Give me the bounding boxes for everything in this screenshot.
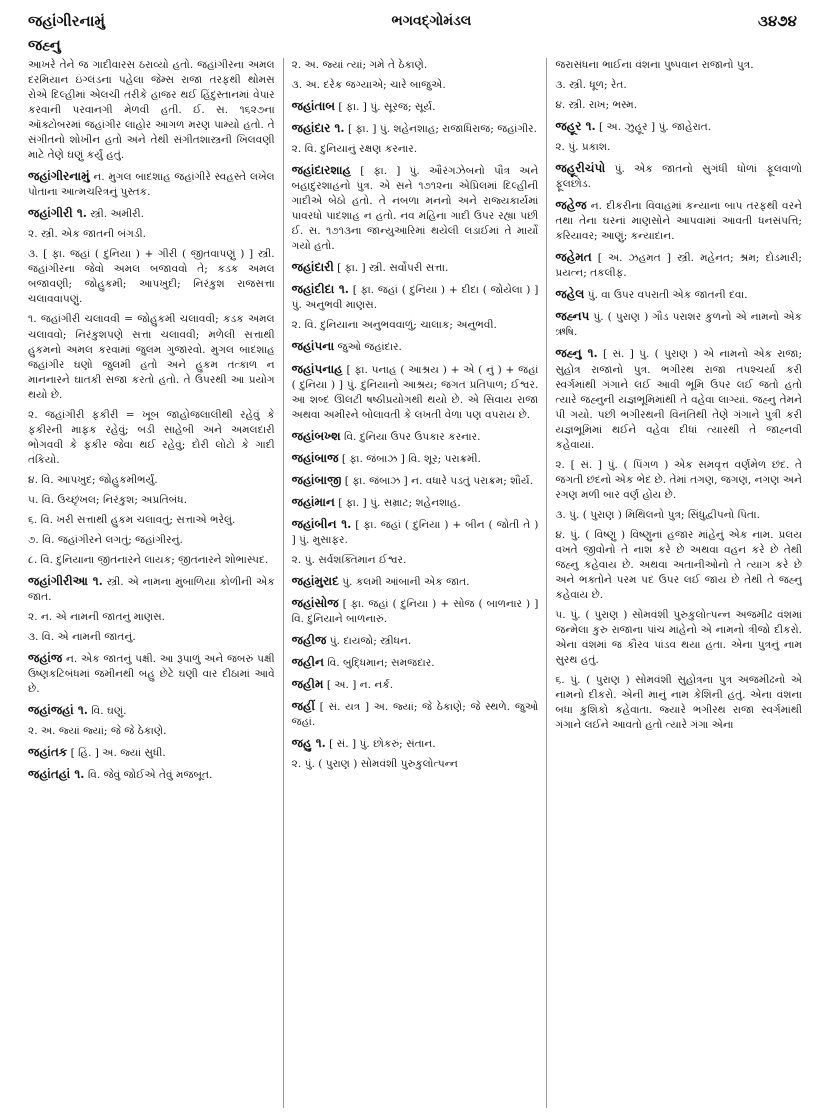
definition-text: ૬. વિ. ખરી સત્તાથી હુકમ ચલાવતું; સત્તાએ ભરેલું. [28, 513, 236, 526]
dictionary-entry [28, 513, 275, 528]
headword: જહાંમાન [291, 494, 335, 509]
definition-text: ૮. વિ. દુનિયાના જીતનારને લાયક; જીતનારને શોભાસ્પદ. [28, 553, 269, 566]
dictionary-entry [292, 553, 539, 568]
headword: જહીં [291, 699, 315, 714]
definition-text: વિ. ઘણું. [91, 705, 127, 718]
dictionary-entry [28, 58, 275, 163]
page-header [28, 6, 797, 36]
definition-text: આખરે તેને જ ગાદીવારસ ઠરાવ્યો હતો. જહાંગીરના અમલ દરમિયાન ઇંગ્લંડના પહેલા જેમ્સ રાજા તરફથી થોમસ રોએ દિલ્હીમાં એલચી તરીકે હાજર થઈ હિંદુસ્તાનમાં વેપાર કરવાની પરવાનગી મેળવી હતી. ઈ. સ. ૧૬૨૭ના ઑક્ટોબરમાં જહાંગીર લાહોર આગળ મરણ પામ્યો હતો. તે સંગીતનો શોખીન હતો અને તેથી સંગીતશાસ્ત્રની ખિલવણી માટે તેણે ઘણું કર્યું હતું. [28, 59, 275, 162]
dictionary-entry [292, 318, 539, 333]
headword: જહાંજહાં ૧. [28, 703, 88, 718]
headword: જહૂરીચંપો [555, 161, 606, 176]
dictionary-entry [292, 494, 539, 511]
headword: જહ્નપ [555, 309, 590, 324]
definition-text: [ સં. ] પું. છોકરું; સંતાન. [329, 738, 436, 751]
headword: જહ્નુ ૧. [555, 346, 598, 361]
headword: જહાંમુરાદ [291, 573, 339, 588]
dictionary-entry [292, 78, 539, 93]
dictionary-entry [292, 654, 539, 671]
dictionary-entry [28, 573, 275, 605]
dictionary-entry [28, 553, 275, 568]
headword: જહેલ [555, 287, 585, 302]
definition-text: જુઓ જહાંદાર. [337, 341, 402, 354]
dictionary-entry [28, 744, 275, 761]
dictionary-columns [28, 58, 802, 1108]
definition-text: ન. મુગલ બાદશાહ જહાંગીરે સ્વહસ્તે લખેલ પોતાના આત્મચરિત્રનું પુસ્તક. [28, 171, 275, 199]
dictionary-entry [28, 312, 275, 402]
dictionary-entry [292, 573, 539, 590]
dictionary-entry [292, 281, 539, 313]
dictionary-entry [28, 610, 275, 625]
headword: જહીમ [291, 677, 324, 691]
definition-text: [ અ. ઝુહૂર ] પું. જાહેરાત. [599, 121, 712, 134]
dictionary-entry [28, 533, 275, 548]
headword: જહાંતહાં ૧. [28, 767, 85, 782]
dictionary-entry [28, 247, 275, 307]
page-number: ૩૪૭૪ [757, 12, 797, 30]
dictionary-entry [292, 632, 539, 649]
headword: જહાંગીરીઆ ૧. [28, 573, 103, 588]
definition-text: [ ફા. જહાં ( દુનિયા ) + સોજ ( બાળનાર ) ] વિ. દુનિયાને બાળનારું. [291, 597, 539, 625]
headword: જહાંદીદા ૧. [291, 282, 349, 297]
definition-text: પું. વા ઉપર વપરાતી એક જાતની દવા. [587, 289, 748, 302]
definition-text: ૨. સ્ત્રી. એક જાતની બંગડી. [28, 228, 147, 241]
definition-text: ૪. સ્ત્રી. રાખ; ભસ્મ. [555, 99, 638, 112]
dictionary-entry [555, 528, 802, 603]
dictionary-entry [292, 757, 539, 772]
dictionary-entry [292, 98, 539, 115]
dictionary-entry [555, 58, 802, 73]
definition-text: જરાસંધના ભાઈના વંશના પુષ્પવાન રાજાનો પુત્ર. [555, 59, 754, 71]
headword: જહાંપના [291, 339, 335, 354]
headword: જહાંજ [28, 651, 63, 666]
dictionary-entry [292, 361, 539, 423]
definition-text: ૩. વિ. એ નામની જાતનું. [28, 631, 136, 644]
definition-text: ૪. પું. ( વિષ્ણુ ) વિષ્ણુનાં હજાર માંહેનું એક નામ. પ્રલય વખતે જીવોનો તે નાશ કરે છે અથવા વહન કરે છે તેથી જહ્નુ કહેવાય છે. અથવા અતાનીઓનો તે ત્યાગ કરે છે અને ભક્તોને પરમ પદ ઉપર લઈ જાય છે તેથી તે જહ્નુ કહેવાય છે. [555, 528, 803, 601]
dictionary-entry [555, 98, 802, 113]
definition-text: [ ફા. ] સ્ત્રી. સર્વોપરી સત્તા. [337, 262, 449, 275]
headword: જહાંબાજ [291, 450, 339, 465]
definition-text: ૨. ન. એ નામની જાતનું માણસ. [28, 611, 166, 623]
dictionary-entry [28, 493, 275, 508]
dictionary-entry [555, 345, 802, 452]
dictionary-entry [28, 227, 275, 242]
column-2 [283, 58, 539, 1108]
headword: જહાંગીરી ૧. [28, 206, 87, 221]
dictionary-entry [555, 78, 802, 93]
headword: જહાંબાજી [291, 472, 342, 487]
definition-text: વિ. દુનિયા ઉપર ઉપકાર કરનાર. [344, 430, 481, 443]
dictionary-entry [28, 650, 275, 697]
headword: જહીન [291, 654, 324, 669]
dictionary-entry [292, 450, 539, 467]
dictionary-entry [292, 338, 539, 355]
definition-text: ૪. વિ. આપખુદ; જોહુકમીભર્યું. [28, 473, 158, 486]
definition-text: [ અ. ] ન. નર્ક. [326, 679, 394, 691]
definition-text: [ ફા. પનાહ ( આશ્રય ) + એ ( નું ) + જહાં ( દુનિયા ) ] પું. દુનિયાનો આશ્રય; જગત પ્રતિપાળ; ઈશ્વર. આ શબ્દ ઊલટી ષષ્ઠીપ્રયોગથી થયો છે. એ સિવાય રાજા અથવા અમીરને બોલાવતી કે લખતી વેળા પણ વપરાય છે. [291, 363, 539, 421]
headword: જહેજ [555, 198, 587, 213]
dictionary-entry [28, 766, 275, 783]
definition-text: ૫. પું. ( પુરાણ ) સોમવંશી પુરુકુલોત્પન્ન અજમીઢ વંશમાં જન્મેલા કુરુ રાજાના પાંચ માંહેનો એ નામનો ત્રીજો દીકરો. એના વંશમાં જ કૌરવ પાંડવ થયા હતા. એના પુત્રનું નામ સુરથ હતું. [555, 608, 803, 667]
headword: જહીજ [291, 632, 327, 647]
dictionary-entry [555, 508, 802, 523]
definition-text: [ ફા. જહાં ( દુનિયા ) + બીન ( જોતી તે ) ] પું. મુસાફર. [291, 518, 539, 546]
headword: જહાંબીન ૧. [291, 516, 352, 531]
dictionary-entry [292, 698, 539, 730]
running-head-sub: જહ્નુ [28, 36, 61, 54]
definition-text: [ ફા. ] પું. સૂરજ; સૂર્ય. [338, 101, 436, 114]
dictionary-entry [28, 168, 275, 200]
definition-text: વિ. બુદ્ધિમાન; સમજદાર. [327, 656, 435, 669]
dictionary-entry [555, 458, 802, 503]
dictionary-entry [555, 286, 802, 303]
definition-text: [ ફા. જંબાઝ ] ન. વધારે પડતું પરાક્રમ; શૌર્ય. [344, 474, 534, 487]
definition-text: સ્ત્રી. એ નામના મુંબાળિયા કોળીની એક જાત. [28, 575, 275, 603]
headword: જહાંદારશાહ [291, 163, 352, 178]
column-3 [546, 58, 802, 1108]
dictionary-entry [555, 140, 802, 155]
dictionary-entry [292, 516, 539, 548]
definition-text: વિ. જેવું જોઈએ તેવું મજબૂત. [87, 769, 213, 782]
dictionary-entry [555, 673, 802, 733]
definition-text: ૨. પું. પ્રકાશ. [555, 141, 611, 154]
headword: જહાંપનાહ [291, 361, 343, 376]
definition-text: ૨. વિ. દુનિયાનું રક્ષણ કરનાર. [291, 143, 418, 156]
dictionary-entry [292, 428, 539, 445]
column-1 [28, 58, 275, 1108]
headword: જહાંગીરનામું [28, 169, 90, 184]
definition-text: ૩. સ્ત્રી. ધૂળ; રેત. [555, 79, 627, 92]
dictionary-entry [28, 473, 275, 488]
dictionary-entry [28, 724, 275, 739]
definition-text: ૨. વિ. દુનિયાના અનુભવવાળું; ચાલાક; અનુભવી. [291, 319, 497, 332]
headword: જહાંતક [28, 745, 68, 760]
definition-text: ૨. અ. જ્યાં ત્યાં; ગમે તે ઠેકાણે. [291, 59, 428, 71]
definition-text: ૩. અ. દરેક જગ્યાએ; ચારે બાજુએ. [291, 79, 446, 92]
running-head-center: ભગવદ્ગોમંડલ [391, 13, 472, 29]
dictionary-entry [28, 205, 275, 222]
dictionary-entry [555, 308, 802, 340]
dictionary-entry [292, 162, 539, 254]
dictionary-entry [555, 608, 802, 668]
headword: જહેમત [555, 250, 592, 265]
definition-text: પું. દાયજો; સ્ત્રીધન. [329, 634, 412, 647]
definition-text: [ ફા. જંબાઝ ] વિ. શૂર; પરાક્રમી. [341, 452, 481, 465]
headword: જહાંસોજ [291, 595, 339, 610]
definition-text: ૨. પું. સર્વશક્તિમાન ઈશ્વર. [291, 553, 407, 566]
definition-text: ૬. પું. ( પુરાણ ) સોમવંશી સુહોત્રના પુત્ર અજમીઢનો એ નામનો દીકરો. એની માનું નામ કેશિની હતું. એના વંશના બધા કુશિકો કહેવાતા. જ્યારે ભગીરથ રાજા સ્વર્ગમાંથી ગંગાને લઈને આવતો હતો ત્યારે ગંગા એના [555, 674, 803, 732]
headword: જહાંતાબ [291, 99, 336, 114]
definition-text: [ ફા. જહાં ( દુનિયા ) + દીદા ( જોયેલા ) ] પું. અનુભવી માણસ. [291, 284, 539, 312]
definition-text: ૧. જહાંગીરી ચલાવવી = જોહુકમી ચલાવવી; કડક અમલ ચલાવવો; નિરંકુશપણે સત્તા ચલાવવી; મળેલી સત્તાથી હુકમનો અમલ કરવામાં જુલમ ગુજારવો. મુગલ બાદશાહ જહાંગીર ઘણો જુલમી હતો અને હુકમ તત્કાળ ન માનનારને ઘાતકી સજા કરતો હતો. તે ઉપરથી આ પ્રયોગ થયો છે. [28, 313, 275, 401]
dictionary-entry [292, 259, 539, 276]
definition-text: ૩. પું. ( પુરાણ ) મિથિલનો પુત્ર; સિંધુદ્વીપનો પિતા. [555, 508, 760, 521]
running-head-left: જહાંગીરનામું [28, 12, 105, 30]
headword: જહૂર ૧. [555, 119, 596, 134]
dictionary-entry [292, 472, 539, 489]
dictionary-entry [555, 197, 802, 244]
headword: જહુ ૧. [291, 736, 326, 751]
definition-text: ૫. વિ. ઉચ્છૃંખલ; નિરંકુશ; અપ્રતિબંધ. [28, 493, 187, 506]
definition-text: [ ફા. ] પું. સમ્રાટ; શહેનશાહ. [338, 496, 461, 509]
dictionary-entry [555, 160, 802, 192]
dictionary-entry [28, 630, 275, 645]
headword: જહાંદાર ૧. [291, 121, 345, 136]
definition-text: [ સં. યત્ર ] અ. જ્યાં; જે ઠેકાણે; જે સ્થળે. જુઓ જહાં. [291, 701, 539, 729]
definition-text: ૭. વિ. જહાંગીરને લગતું; જહાંગીરનું. [28, 533, 183, 546]
definition-text: ૨. અ. જ્યાં જ્યાં; જે જે ઠેકાણે. [28, 725, 167, 738]
dictionary-entry [292, 735, 539, 752]
definition-text: ન. એક જાતનું પક્ષી. આ રૂપાળું અને જબરું પક્ષી ઉષ્ણકટિબંધમાં જમીનથી બહુ છેટે ઘણી વાર દીઠામાં આવે છે. [28, 653, 275, 696]
definition-text: પું. કલમી આંબાની એક જાત. [342, 575, 470, 588]
dictionary-entry [292, 676, 539, 693]
definition-text: ૨. જહાંગીરી ફકીરી = ખૂબ જાહોજલાલીથી રહેવું કે ફકીરની માફક રહેવું; બડી સાહેબી અને અમલદારી ભોગવવી કે ફકીર જેવા થઈ રહેવું; દોરી લોટો કે ગાદી તકિયો. [28, 408, 275, 466]
definition-text: [ ફા. ] પું. શહેનશાહ; રાજાધિરાજ; જહાંગીર. [347, 123, 538, 136]
dictionary-entry [292, 595, 539, 627]
dictionary-entry [292, 58, 539, 73]
definition-text: ૨. [ સં. ] પું. ( પિંગળ ) એક સમવૃત્ત વર્ણમેળ છંદ. તે જગતી છંદનો એક ભેદ છે. તેમાં તગણ, જગણ, નગણ અને રગણ મળી બાર વર્ણ હોય છે. [555, 458, 803, 501]
definition-text: [ અ. ઝહમત ] સ્ત્રી. મહેનત; શ્રમ; દોડમારી; પ્રયત્ન; તકલીફ. [555, 252, 803, 280]
dictionary-entry [292, 142, 539, 157]
definition-text: પું. એક જાતનો સુગંધી ધોળાં ફૂલવાળો ફૂલછોડ. [555, 163, 803, 191]
dictionary-entry [28, 408, 275, 468]
definition-text: [ સં. ] પું. ( પુરાણ ) એ નામનો એક રાજા; સુહોત્ર રાજાનો પુત્ર. ભગીરથ રાજા તપશ્ચર્યા કરી સ્વર્ગમાંથી ગંગાને લઈ આવી ભૂમિ ઉપર લઈ જતો હતો ત્યારે જહ્નુની યજ્ઞભૂમિમાંથી તે વહેવા લાગ્યાં. જહ્નુ તેમને પી ગયો. પછી ભગીરથની વિનંતિથી તેણે ગંગાને પુત્રી કરી યજ્ઞભૂમિમાં થઈને વહેવા દીધાં ત્યારથી તે જાહ્નવી કહેવાયાં. [555, 348, 803, 451]
definition-text: ન. દીકરીના વિવાહમાં કન્યાના બાપ તરફથી વરને તથા તેના ઘરનાં માણસોને આપવામાં આવતી ધનસંપત્તિ; કરિયાવર; આણું; કન્યાદાન. [555, 200, 803, 243]
dictionary-entry [28, 702, 275, 719]
dictionary-entry [292, 120, 539, 137]
dictionary-entry [555, 249, 802, 281]
dictionary-entry [555, 118, 802, 135]
definition-text: સ્ત્રી. અમીરી. [90, 208, 145, 221]
definition-text: [ ફા. ] પું. ઔરંગઝેબનો પૌત્ર અને બહાદુરશાહનો પુત્ર. એ સને ૧૭૧૨ના એપ્રિલમાં દિલ્હીની ગાદીએ બેઠો હતો. તે નબળા મનનો અને રાજ્યકાર્યમાં પાવરધો પાદશાહ ન હતો. નવ મહિના ગાદી ઉપર રહ્યા પછી ઈ. સ. ૧૭૧૩ના જાન્યુઆરિમાં થયેલી લડાઈમાં તે માર્યો ગયો હતો. [291, 165, 539, 253]
definition-text: ૨. પું. ( પુરાણ ) સોમવંશી પુરુકુલોત્પન્ન [291, 758, 458, 771]
definition-text: ૩. [ ફા. જહાં ( દુનિયા ) + ગીરી ( જીતવાપણું ) ] સ્ત્રી. જહાંગીરના જેવો અમલ બજાવવો તે; કડક અમલ બજાવણી; જોહુકમી; આપખુદી; નિરંકુશ રાજસત્તા ચલાવવાપણું. [28, 248, 275, 306]
headword: જહાંબખ્શ [291, 428, 341, 443]
definition-text: [ હિં. ] અ. જ્યાં સુધી. [70, 747, 166, 760]
headword: જહાંદારી [291, 260, 334, 275]
definition-text: પું. ( પુરાણ ) ગૌડ પરાશર કુળનો એ નામનો એક ઋષિ. [555, 311, 803, 339]
